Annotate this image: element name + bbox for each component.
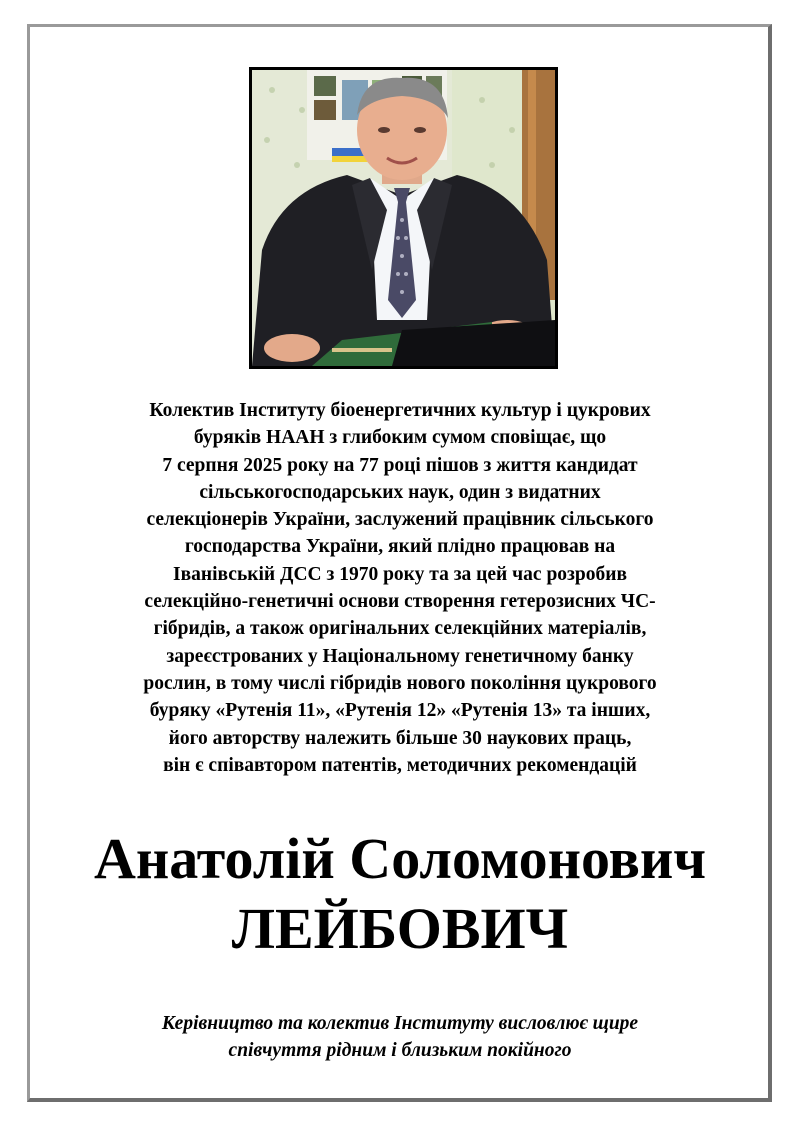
announcement-line: сільськогосподарських наук, один з видатних	[199, 481, 601, 503]
given-name: Анатолій Соломонович	[93, 826, 707, 891]
announcement-line: селекційно-генетичні основи створення гетерозисних ЧС-	[144, 591, 656, 613]
announcement-line: рослин, в тому числі гібридів нового покоління цукрового	[143, 672, 657, 694]
announcement-line: Колектив Інституту біоенергетичних культур і цукрових	[149, 400, 651, 421]
announcement-text	[40, 397, 760, 779]
condolence-line: Керівництво та колектив Інституту висловлює щире	[161, 1013, 639, 1034]
announcement-line: він є співавтором патентів, методичних рекомендацій	[163, 754, 637, 776]
announcement-line: буряків НААН з глибоким сумом сповіщає, що	[193, 427, 607, 449]
surname: ЛЕЙБОВИЧ	[231, 896, 569, 961]
announcement-line: господарства України, який плідно працював на	[184, 536, 616, 558]
announcement-line: його авторству належить більше 30 наукових праць,	[168, 727, 632, 749]
deceased-name	[30, 822, 770, 962]
portrait-photo	[249, 67, 558, 369]
announcement-line: буряку «Рутенія 11», «Рутенія 12» «Рутенія 13» та інших,	[149, 700, 651, 722]
announcement-line: гібридів, а також оригінальних селекційних матеріалів,	[153, 618, 647, 640]
portrait-illustration	[252, 70, 555, 366]
condolence-line: співчуття рідним і близьким покійного	[228, 1040, 572, 1061]
announcement-line: 7 серпня 2025 року на 77 році пішов з життя кандидат	[162, 454, 638, 476]
condolence-text	[40, 1010, 760, 1064]
announcement-line: селекціонерів України, заслужений працівник сільського	[146, 509, 654, 531]
announcement-line: Іванівській ДСС з 1970 року та за цей час розробив	[173, 563, 627, 585]
announcement-line: зареєстрованих у Національному генетичному банку	[166, 645, 634, 667]
